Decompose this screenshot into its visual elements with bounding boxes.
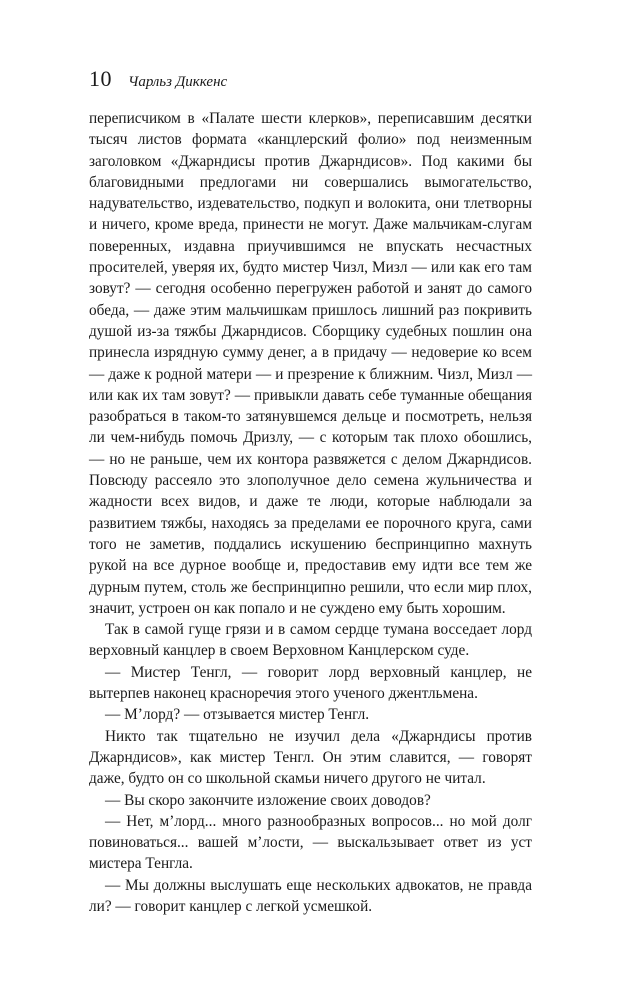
running-head [89,66,532,92]
dialogue-line: — Мистер Тенгл, — говорит лорд верховный канцлер, не вытерпев наконец красноречия этого ученого джентльмена. [89,663,532,703]
running-head-author: Чарльз Диккенс [128,74,228,90]
book-page [89,66,532,917]
dialogue-line: — М’лорд? — отзывается мистер Тенгл. [105,706,370,724]
dialogue-line: — Мы должны выслушать еще нескольких адвокатов, не правда ли? — говорит канцлер с легкой усмешкой. [89,876,532,915]
paragraph: Никто так тщательно не изучил дела «Джарндисы против Джарндисов», как мистер Тенгл. Он этим славится, — говорят даже, будто он со школьной скамьи ничего другого не читал. [89,727,532,788]
paragraph: переписчиком в «Палате шести клерков», переписавшим десятки тысяч листов формата «канцлерский фолио» под неизменным заголовком «Джарндисы против Джарндисов». Под какими бы благовидными предлогами ни совершались вымогательство, надувательство, издевательство, подкуп и волокита, они тлетворны и ничего, кроме вреда, принести не могут. Даже мальчикам-слугам поверенных, издавна приучившимся не впускать несчастных просителей, уверяя их, будто мистер Чизл, Мизл — или как его там зовут? — сегодня особенно перегружен работой и занят до самого обеда, — даже этим мальчишкам пришлось лишний раз покривить душой из-за тяжбы Джарндисов. Сборщику судебных пошлин она принесла изрядную сумму денег, а в придачу — недоверие ко всем — даже к родной матери — и презрение к ближним. Чизл, Мизл — или как их там зовут? — привыкли давать себе туманные обещания разобраться в таком-то затянувшемся дельце и посмотреть, нельзя ли чем-нибудь помочь Дризлу, — с которым так плохо обошлись, — но не раньше, чем их контора развяжется с делом Джарндисов. Повсюду рассеяло это злополучное дело семена жульничества и жадности всех видов, и даже те люди, которые наблюдали за развитием тяжбы, находясь за пределами ее порочного круга, сами того не заметив, поддались искушению беспринципно махнуть рукой на все дурное вообще и, предоставив ему идти все тем же дурным путем, столь же беспринципно решили, что если мир плох, значит, устроен он как попало и не суждено ему быть хорошим. [89,110,532,617]
dialogue-line: — Вы скоро закончите изложение своих доводов? [105,791,431,809]
body-text [89,108,532,917]
paragraph: Так в самой гуще грязи и в самом сердце тумана восседает лорд верховный канцлер в своем Верховном Канцлерском суде. [89,621,532,660]
dialogue-line: — Нет, м’лорд... много разнообразных вопросов... но мой долг повиноваться... вашей м’лости, — выскальзывает ответ из уст мистера Тенгла. [89,812,532,873]
page-number: 10 [89,66,112,91]
